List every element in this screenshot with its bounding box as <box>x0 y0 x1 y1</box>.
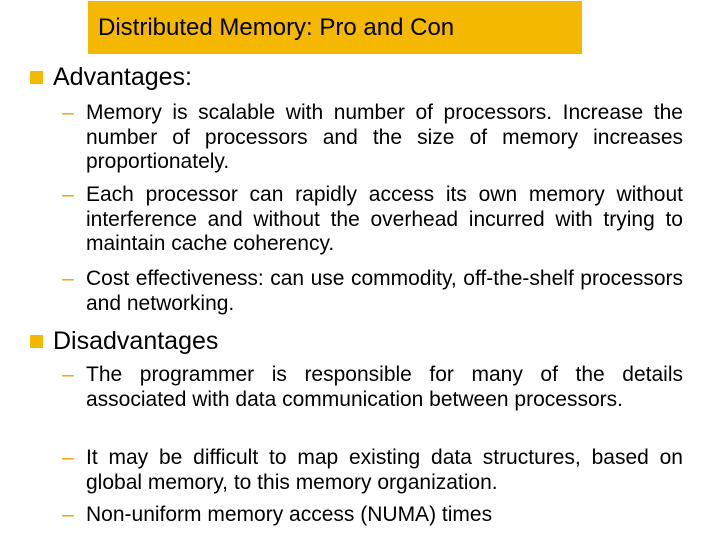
bullet-text: Cost effectiveness: can use commodity, off-the-shelf processors and networking. <box>86 267 683 315</box>
dash-bullet-icon: – <box>62 446 74 469</box>
bullet-text: The programmer is responsible for many of the details associated with data communication between processors. <box>86 363 683 411</box>
section-heading: Disadvantages <box>53 327 219 355</box>
bullet-text: Each processor can rapidly access its own memory without interference and without the overhead incurred with trying to maintain cache coherency. <box>86 183 683 255</box>
dash-bullet-icon: – <box>62 363 74 386</box>
square-bullet-icon <box>30 71 43 84</box>
slide-title: Distributed Memory: Pro and Con <box>98 14 455 41</box>
dash-bullet-icon: – <box>62 101 74 124</box>
square-bullet-icon <box>30 335 43 348</box>
section-heading: Advantages: <box>53 63 192 91</box>
dash-bullet-icon: – <box>62 503 74 526</box>
bullet-text: It may be difficult to map existing data structures, based on global memory, to this memory organization. <box>86 446 683 494</box>
title-banner <box>88 1 582 54</box>
bullet-text: Memory is scalable with number of processors. Increase the number of processors and the size of memory increases proportionately. <box>86 101 683 173</box>
dash-bullet-icon: – <box>62 267 74 290</box>
bullet-text: Non-uniform memory access (NUMA) times <box>86 503 493 526</box>
dash-bullet-icon: – <box>62 183 74 206</box>
